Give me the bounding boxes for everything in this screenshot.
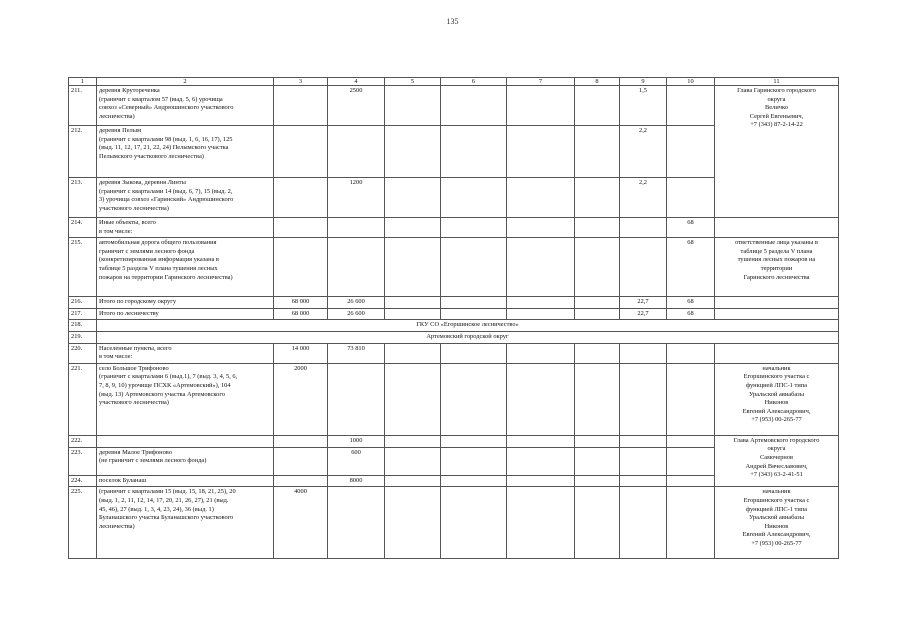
row-number: 224. xyxy=(69,475,97,487)
header-cell: 10 xyxy=(667,78,715,86)
row-number: 212. xyxy=(69,126,97,178)
cell-col4: 26 600 xyxy=(328,297,385,309)
cell-col4: 1000 xyxy=(328,435,385,447)
object-name: (граничит с кварталами 15 (выд. 15, 18, 21, 25), 20 (выд. 1, 2, 11, 12, 14, 17, 20, 21, 26, 27), 21 (выд. 45, 46), 27 (выд. 1, 3, 4, 23, 24), 36 (выд. 1) Буланашского участка Буланашского участкового лесничества) xyxy=(97,487,274,559)
cell-col3: 14 000 xyxy=(274,343,328,363)
row-number: 220. xyxy=(69,343,97,363)
cell-col10: 68 xyxy=(667,238,715,297)
row-number: 223. xyxy=(69,447,97,475)
header-cell: 8 xyxy=(575,78,620,86)
header-cell: 6 xyxy=(441,78,507,86)
row-number: 211. xyxy=(69,86,97,126)
object-name: деревня Зыкова, деревня Линты (граничит с кварталами 14 (выд. 6, 7), 15 (выд. 2, 3) урочища совхоз «Гаринский» Андрюшинского участкового лесничества) xyxy=(97,178,274,218)
object-name: село Большое Трифоново (граничит с кварталами 6 (выд.1), 7 (выд. 3, 4, 5, 6, 7, 8, 9, 10) урочище ПСХК «Артемовский»), 104 (выд. 13) Артемовского участка Артемовского участкового лесничества) xyxy=(97,363,274,435)
cell-col4: 73 810 xyxy=(328,343,385,363)
cell-col10: 68 xyxy=(667,297,715,309)
cell-col10: 68 xyxy=(667,218,715,238)
row-number: 217. xyxy=(69,308,97,320)
cell-col4: 2500 xyxy=(328,86,385,126)
cell-col3: 68 000 xyxy=(274,308,328,320)
responsible-person: Глава Гаринского городского округа Величко Сергей Евгеньевич, +7 (343) 87-2-14-22 xyxy=(715,86,839,218)
section-title: ГКУ СО «Егоршинское лесничество» xyxy=(97,320,839,332)
table-row xyxy=(69,218,839,238)
table-row xyxy=(69,86,839,126)
cell-col9: 2,2 xyxy=(620,178,667,218)
cell-col3: 4000 xyxy=(274,487,328,559)
table-row xyxy=(69,331,839,343)
cell-col9: 1,5 xyxy=(620,86,667,126)
cell-col4: 8000 xyxy=(328,475,385,487)
responsible-person: ответственные лица указаны в таблице 5 раздела V плана тушения лесных пожаров на территории Гаринского лесничества xyxy=(715,238,839,297)
cell-col4: 1200 xyxy=(328,178,385,218)
row-number: 214. xyxy=(69,218,97,238)
responsible-person: начальник Егоршинского участка с функцией ЛПС-1 типа Уральской авиабазы Никонов Евгений Александрович, +7 (953) 00-265-77 xyxy=(715,363,839,435)
object-name: деревня Малое Трифоново (не граничит с землями лесного фонда) xyxy=(97,447,274,475)
object-name: Итого по городскому округу xyxy=(97,297,274,309)
responsible-person: Глава Артемовского городского округа Самочернов Андрей Вячеславович, +7 (343) 63-2-41-51 xyxy=(715,435,839,487)
header-cell: 7 xyxy=(507,78,575,86)
cell-col9: 22,7 xyxy=(620,297,667,309)
cell-col4: 600 xyxy=(328,447,385,475)
table-row xyxy=(69,320,839,332)
header-cell: 3 xyxy=(274,78,328,86)
object-name: Итого по лесничеству xyxy=(97,308,274,320)
object-name: поселок Буланаш xyxy=(97,475,274,487)
cell-col3: 2000 xyxy=(274,363,328,435)
header-cell: 11 xyxy=(715,78,839,86)
row-number: 218. xyxy=(69,320,97,332)
object-name: Иные объекты, всего в том числе: xyxy=(97,218,274,238)
page-number: 135 xyxy=(446,17,459,26)
table-header-row xyxy=(69,78,839,86)
header-cell: 2 xyxy=(97,78,274,86)
object-name: Населенные пункты, всего в том числе: xyxy=(97,343,274,363)
responsible-person: начальник Егоршинского участка с функцией ЛПС-1 типа Уральской авиабазы Никонов Евгений Александрович, +7 (953) 00-265-77 xyxy=(715,487,839,559)
section-title: Артемовский городской округ xyxy=(97,331,839,343)
header-cell: 5 xyxy=(385,78,441,86)
row-number: 215. xyxy=(69,238,97,297)
row-number: 213. xyxy=(69,178,97,218)
table-row xyxy=(69,363,839,435)
object-name: деревня Крутореченка (граничит с кварталом 57 (выд. 5, 6) урочища совхоз «Северный» Андрюшинского участкового лесничества) xyxy=(97,86,274,126)
object-name: деревня Пелым (граничит с кварталами 98 (выд. 1, 6, 16, 17), 125 (выд. 11, 12, 17, 21, 22, 24) Пелымского участка Пелымского участкового лесничества) xyxy=(97,126,274,178)
header-cell: 4 xyxy=(328,78,385,86)
row-number: 225. xyxy=(69,487,97,559)
cell-col9: 2,2 xyxy=(620,126,667,178)
fire-plan-table xyxy=(68,77,839,559)
table-row xyxy=(69,487,839,559)
table-row xyxy=(69,238,839,297)
cell-col3: 68 000 xyxy=(274,297,328,309)
table-row xyxy=(69,435,839,447)
row-number: 221. xyxy=(69,363,97,435)
table-row xyxy=(69,297,839,309)
row-number: 222. xyxy=(69,435,97,447)
row-number: 219. xyxy=(69,331,97,343)
cell-col4: 26 600 xyxy=(328,308,385,320)
table-row xyxy=(69,343,839,363)
row-number: 216. xyxy=(69,297,97,309)
object-name: автомобильная дорога общего пользования граничит с землями лесного фонда (конкретизированная информация указана в таблице 5 раздела V плана тушения лесных пожаров на территории Гаринского лесничества) xyxy=(97,238,274,297)
table-row xyxy=(69,308,839,320)
header-cell: 9 xyxy=(620,78,667,86)
cell-col9: 22,7 xyxy=(620,308,667,320)
cell-col10: 68 xyxy=(667,308,715,320)
header-cell: 1 xyxy=(69,78,97,86)
